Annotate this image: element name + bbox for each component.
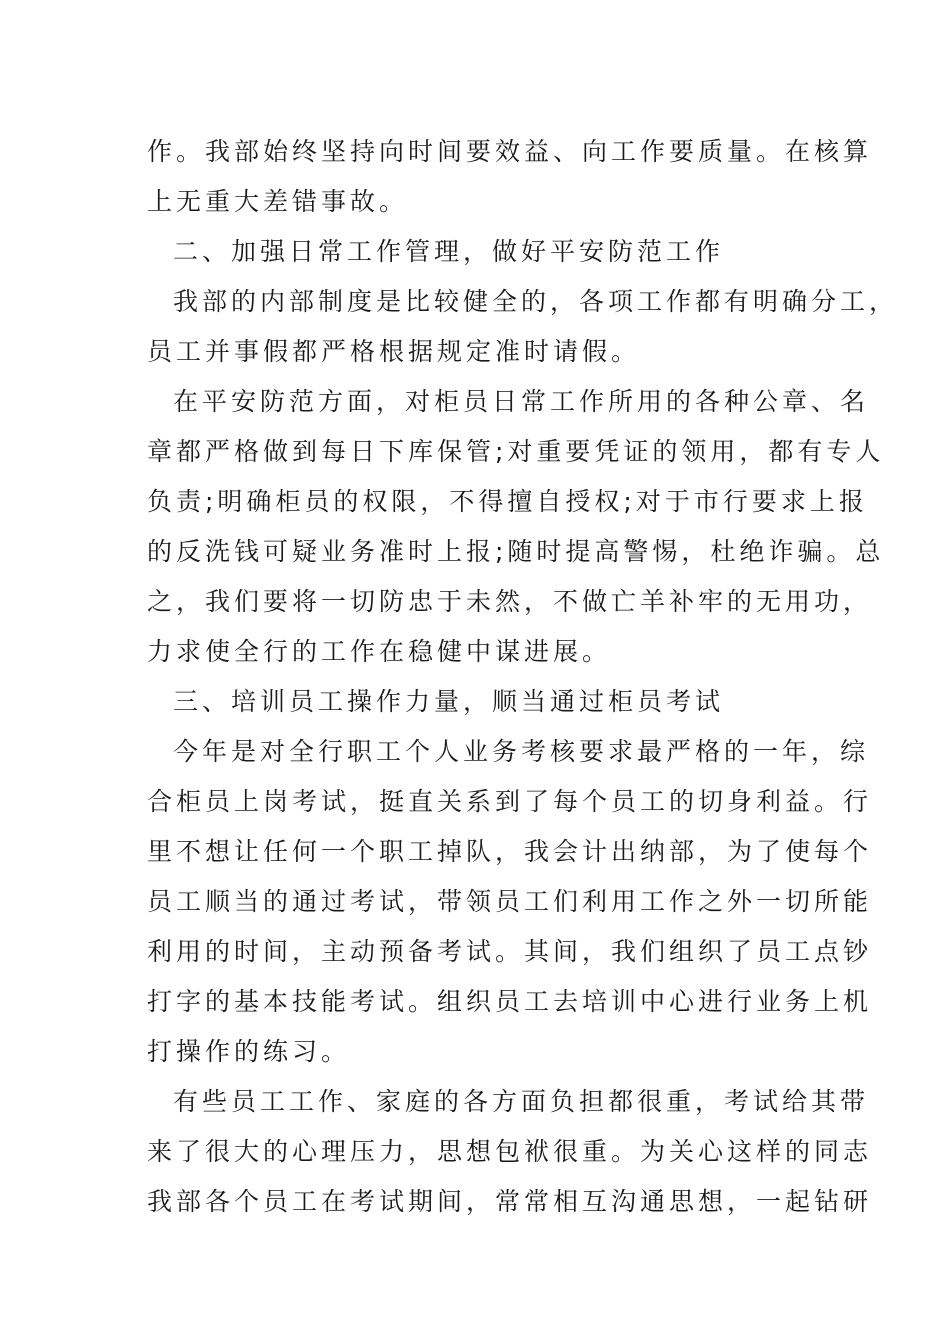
text-line: 负责;明确柜员的权限，不得擅自授权;对于市行要求上报 (147, 487, 868, 516)
text-line: 今年是对全行职工个人业务考核要求最严格的一年，综 (173, 737, 870, 766)
text-line: 力求使全行的工作在稳健中谋进展。 (147, 637, 612, 666)
section-heading: 三、培训员工操作力量，顺当通过柜员考试 (173, 687, 725, 716)
text-line: 我部各个员工在考试期间，常常相互沟通思想，一起钻研 (147, 1187, 873, 1216)
text-line: 章都严格做到每日下库保管;对重要凭证的领用，都有专人 (147, 437, 885, 466)
text-line: 上无重大差错事故。 (147, 187, 409, 216)
text-line: 打字的基本技能考试。组织员工去培训中心进行业务上机 (147, 987, 873, 1016)
text-line: 里不想让任何一个职工掉队，我会计出纳部，为了使每个 (147, 837, 873, 866)
text-line: 员工并事假都严格根据规定准时请假。 (147, 337, 641, 366)
text-line: 打操作的练习。 (147, 1037, 351, 1066)
text-line: 作。我部始终坚持向时间要效益、向工作要质量。在核算 (147, 137, 873, 166)
section-heading: 二、加强日常工作管理，做好平安防范工作 (173, 237, 725, 266)
text-line: 之，我们要将一切防忠于未然，不做亡羊补牢的无用功， (147, 587, 873, 616)
text-line: 来了很大的心理压力，思想包袱很重。为关心这样的同志 (147, 1137, 873, 1166)
text-line: 利用的时间，主动预备考试。其间，我们组织了员工点钞 (147, 937, 873, 966)
text-line: 有些员工工作、家庭的各方面负担都很重，考试给其带 (173, 1087, 870, 1116)
text-line: 合柜员上岗考试，挺直关系到了每个员工的切身利益。行 (147, 787, 873, 816)
text-line: 我部的内部制度是比较健全的，各项工作都有明确分工， (173, 287, 899, 316)
text-line: 的反洗钱可疑业务准时上报;随时提高警惕，杜绝诈骗。总 (147, 537, 885, 566)
text-line: 在平安防范方面，对柜员日常工作所用的各种公章、名 (173, 387, 870, 416)
text-line: 员工顺当的通过考试，带领员工们利用工作之外一切所能 (147, 887, 873, 916)
